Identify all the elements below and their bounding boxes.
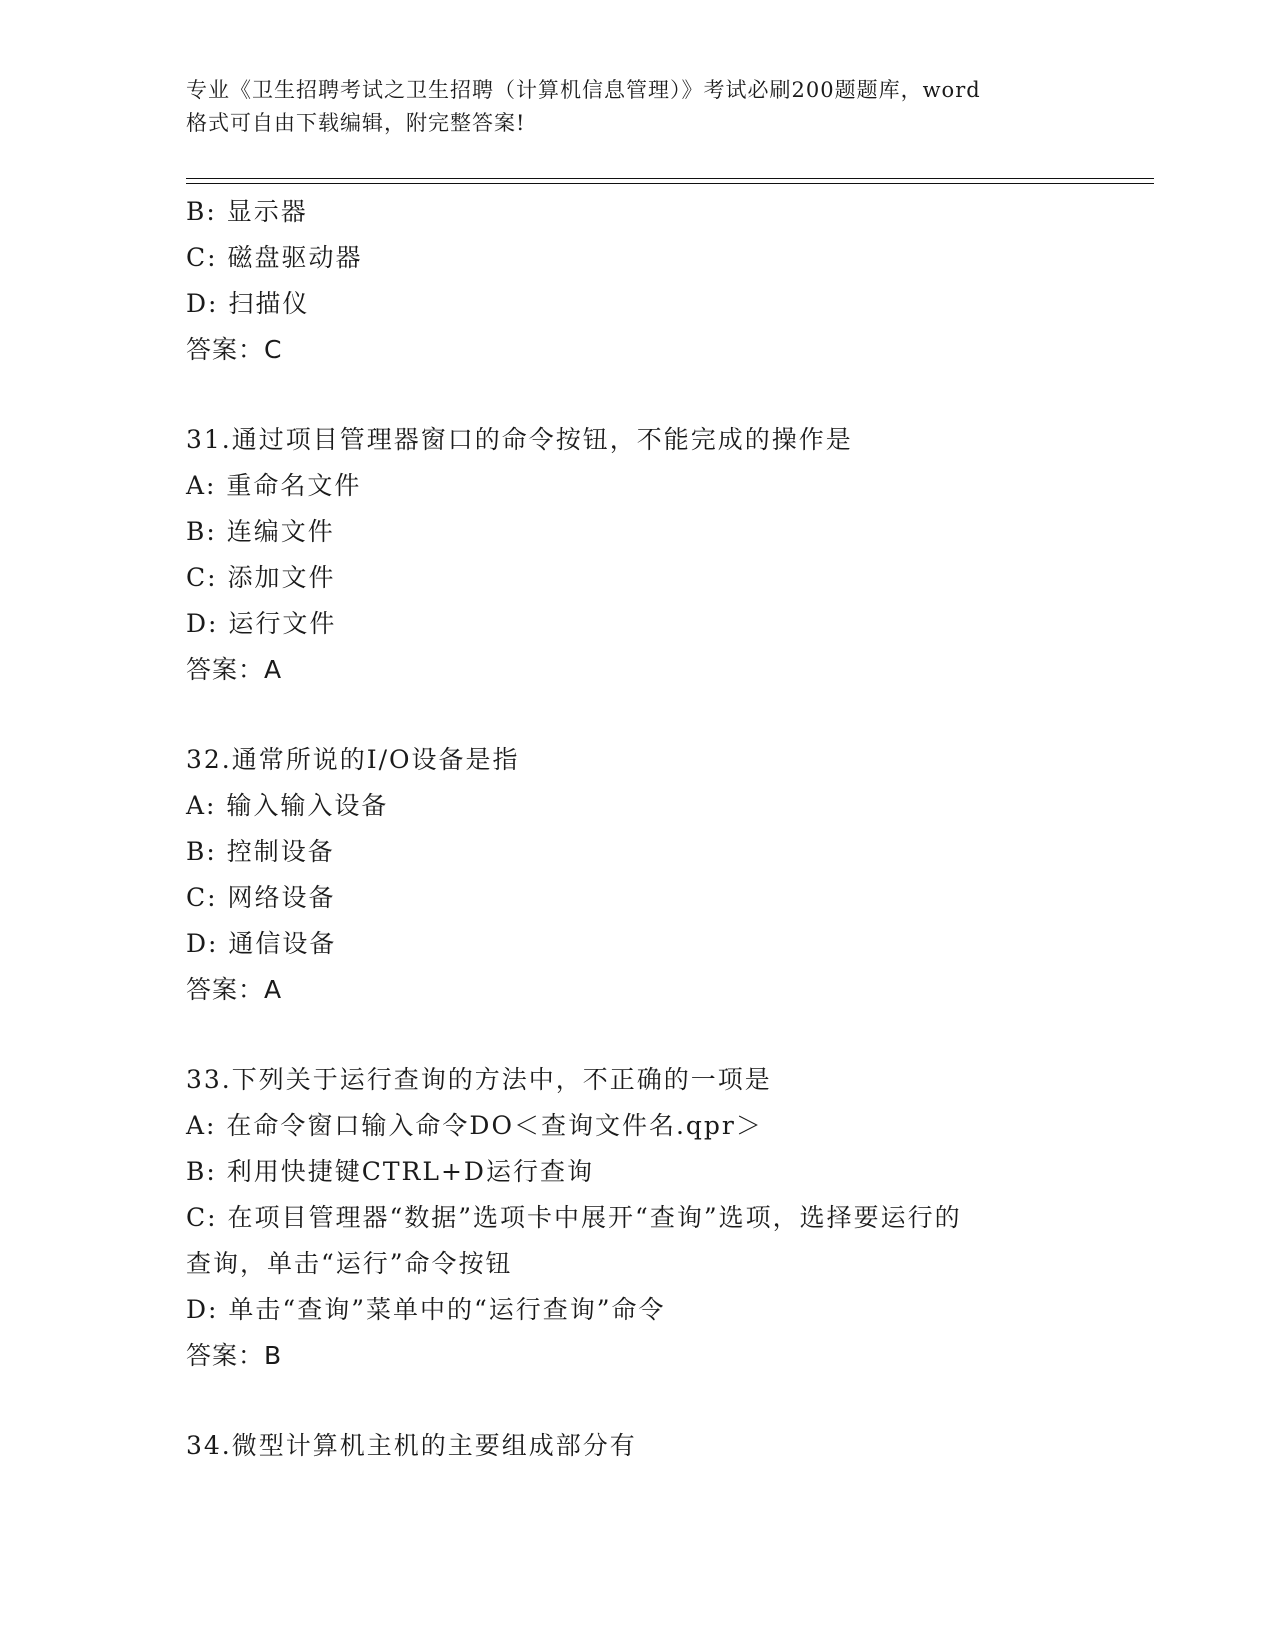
option-a: A: 在命令窗口输入命令DO＜查询文件名.qpr＞ — [186, 1111, 763, 1140]
question-block-31 — [186, 417, 1086, 693]
spacer — [186, 1013, 1086, 1057]
option-b: B: 控制设备 — [186, 837, 335, 866]
question-text: 33.下列关于运行查询的方法中，不正确的一项是 — [186, 1065, 772, 1094]
question-block-34 — [186, 1423, 1086, 1469]
answer: 答案：A — [186, 655, 283, 684]
question-text: 32.通常所说的I/O设备是指 — [186, 745, 520, 774]
question-block-30 — [186, 189, 1086, 373]
question-text: 31.通过项目管理器窗口的命令按钮，不能完成的操作是 — [186, 425, 853, 454]
spacer — [186, 693, 1086, 737]
option-d: D: 单击“查询”菜单中的“运行查询”命令 — [186, 1295, 666, 1324]
option-b: B: 利用快捷键CTRL+D运行查询 — [186, 1157, 594, 1186]
question-list — [186, 189, 1086, 1469]
option-b: B: 连编文件 — [186, 517, 335, 546]
option-d: D: 通信设备 — [186, 929, 337, 958]
question-block-33 — [186, 1057, 1086, 1379]
option-b: B: 显示器 — [186, 197, 308, 226]
answer: 答案：C — [186, 335, 283, 364]
header-divider-top — [186, 178, 1154, 179]
option-c: C: 网络设备 — [186, 883, 336, 912]
option-c-continuation: 查询，单击“运行”命令按钮 — [186, 1249, 513, 1278]
answer: 答案：B — [186, 1341, 283, 1370]
option-c: C: 磁盘驱动器 — [186, 243, 363, 272]
question-text: 34.微型计算机主机的主要组成部分有 — [186, 1431, 637, 1460]
spacer — [186, 1379, 1086, 1423]
option-a: A: 重命名文件 — [186, 471, 362, 500]
option-d: D: 扫描仪 — [186, 289, 310, 318]
option-d: D: 运行文件 — [186, 609, 337, 638]
document-header — [186, 74, 1086, 140]
header-line-1: 专业《卫生招聘考试之卫生招聘（计算机信息管理）》考试必刷200题题库，word — [186, 78, 981, 102]
option-a: A: 输入输入设备 — [186, 791, 389, 820]
answer: 答案：A — [186, 975, 283, 1004]
option-c: C: 添加文件 — [186, 563, 336, 592]
header-line-2: 格式可自由下载编辑，附完整答案! — [186, 111, 526, 135]
question-block-32 — [186, 737, 1086, 1013]
header-divider-bottom — [186, 183, 1154, 184]
option-c: C: 在项目管理器“数据”选项卡中展开“查询”选项，选择要运行的 — [186, 1203, 962, 1232]
spacer — [186, 373, 1086, 417]
